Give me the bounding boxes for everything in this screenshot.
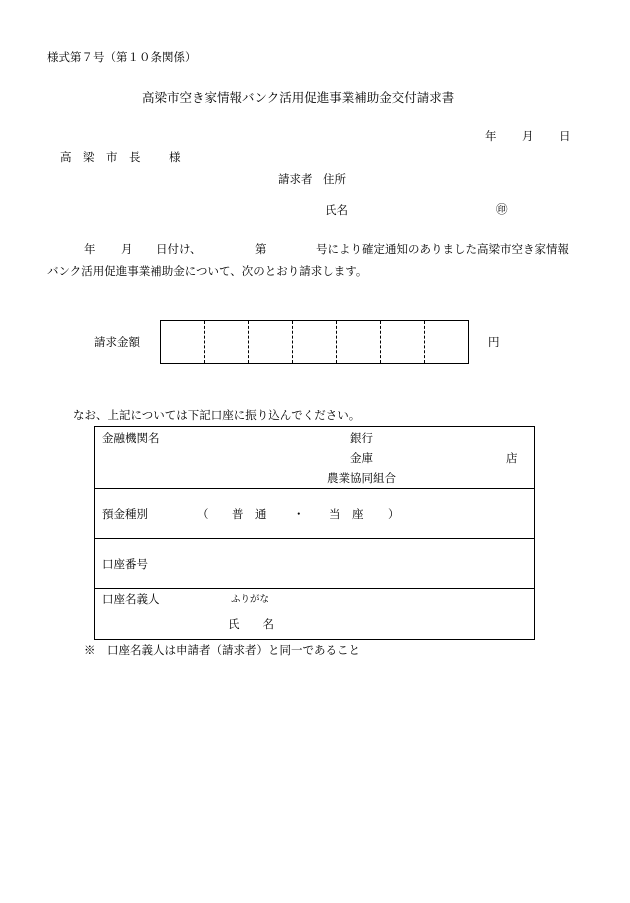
document-title: 高梁市空き家情報バンク活用促進事業補助金交付請求書 bbox=[142, 90, 455, 105]
addressee-honorific: 様 bbox=[169, 150, 181, 164]
institution-label: 金融機関名 bbox=[102, 431, 160, 445]
toza-option[interactable]: 当 座 bbox=[329, 507, 364, 521]
body-line1-tail: 号により確定通知のありました高梁市空き家情報 bbox=[316, 242, 569, 256]
furigana-label: ふりがな bbox=[231, 594, 270, 605]
amount-digit-cell[interactable] bbox=[204, 321, 248, 363]
branch-label: 店 bbox=[506, 451, 518, 465]
address-label: 住所 bbox=[323, 172, 346, 186]
date-month-label: 月 bbox=[522, 129, 534, 143]
amount-digit-cell[interactable] bbox=[424, 321, 468, 363]
deposit-type-label: 預金種別 bbox=[102, 507, 148, 521]
body-dated: 日付け、 bbox=[156, 242, 202, 256]
amount-label: 請求金額 bbox=[94, 335, 140, 349]
requester-label: 請求者 bbox=[278, 172, 313, 186]
separator-dot: ・ bbox=[293, 507, 305, 521]
body-number-prefix: 第 bbox=[255, 242, 267, 256]
date-day-label: 日 bbox=[559, 129, 571, 143]
amount-digit-cell[interactable] bbox=[248, 321, 292, 363]
futsu-option[interactable]: 普 通 bbox=[232, 507, 267, 521]
addressee-name: 高 梁 市 長 bbox=[60, 150, 141, 164]
form-number: 様式第７号（第１０条関係） bbox=[47, 50, 197, 64]
paren-open: （ bbox=[197, 507, 209, 521]
bank-option: 銀行 bbox=[350, 431, 373, 445]
paren-close: ） bbox=[388, 507, 400, 521]
body-month: 月 bbox=[121, 242, 133, 256]
nokyo-option: 農業協同組合 bbox=[327, 471, 396, 485]
body-year: 年 bbox=[84, 242, 96, 256]
amount-digit-cell[interactable] bbox=[380, 321, 424, 363]
date-year-label: 年 bbox=[485, 129, 497, 143]
amount-box[interactable] bbox=[160, 320, 469, 364]
bank-account-table bbox=[94, 426, 535, 640]
shinkin-option: 金庫 bbox=[350, 451, 373, 465]
amount-digit-cell[interactable] bbox=[336, 321, 380, 363]
bank-intro: なお、上記については下記口座に振り込んでください。 bbox=[73, 408, 361, 422]
name-label: 氏名 bbox=[325, 203, 348, 217]
account-holder-note: ※ 口座名義人は申請者（請求者）と同一であること bbox=[84, 643, 360, 657]
account-holder-row[interactable] bbox=[95, 588, 534, 640]
amount-digit-cell[interactable] bbox=[292, 321, 336, 363]
body-line2: バンク活用促進事業補助金について、次のとおり請求します。 bbox=[47, 264, 368, 278]
amount-unit: 円 bbox=[488, 335, 500, 349]
holder-name-label: 氏 名 bbox=[228, 617, 274, 631]
seal-mark: ㊞ bbox=[496, 202, 508, 216]
account-holder-label: 口座名義人 bbox=[102, 592, 160, 606]
amount-digit-cell[interactable] bbox=[161, 321, 204, 363]
account-number-row[interactable] bbox=[95, 538, 534, 589]
deposit-type-row[interactable] bbox=[95, 488, 534, 539]
account-number-label: 口座番号 bbox=[102, 557, 148, 571]
institution-row[interactable] bbox=[95, 427, 534, 489]
